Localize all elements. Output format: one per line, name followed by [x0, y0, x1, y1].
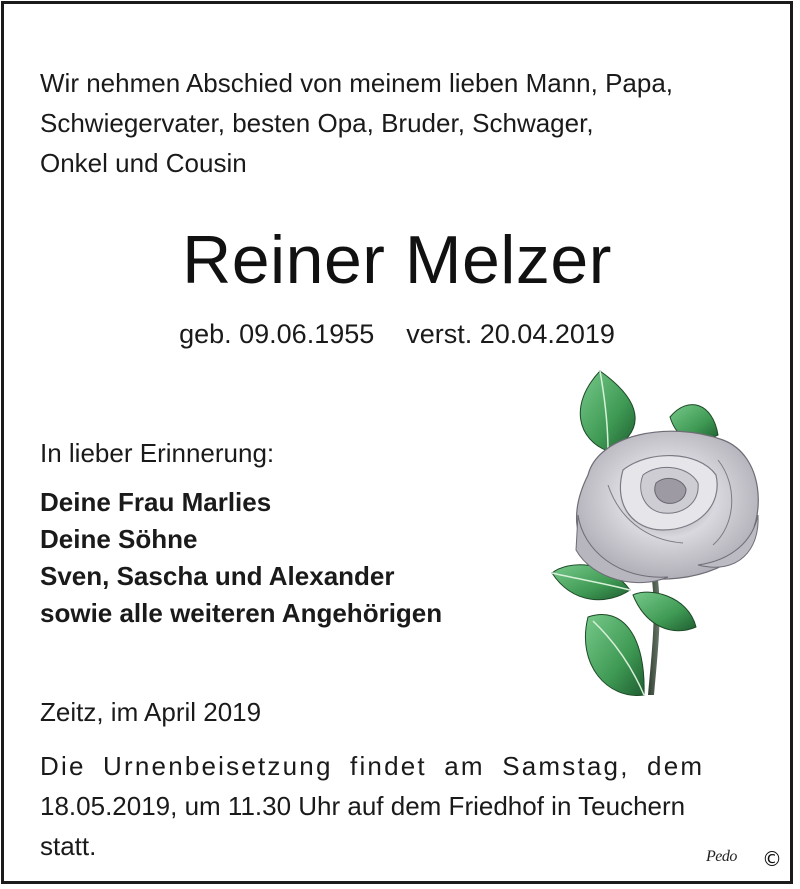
rose-icon	[548, 365, 773, 710]
place-date: Zeitz, im April 2019	[40, 697, 262, 727]
life-dates	[0, 314, 794, 354]
memory-heading: In lieber Erinnerung:	[40, 438, 275, 468]
birth-date: geb. 09.06.1955	[179, 319, 375, 349]
burial-line: statt.	[40, 831, 97, 861]
family-line: Deine Frau Marlies	[40, 487, 272, 517]
artist-signature: Pedo	[706, 848, 737, 865]
intro-line: Wir nehmen Abschied von meinem lieben Mann, Papa,	[40, 68, 674, 98]
burial-line: 18.05.2019, um 11.30 Uhr auf dem Friedhof in Teuchern	[40, 791, 686, 821]
burial-line: Die Urnenbeisetzung findet am Samstag, dem	[40, 751, 705, 781]
intro-line: Onkel und Cousin	[40, 148, 247, 178]
family-line: Deine Söhne	[40, 524, 198, 554]
burial-notice	[40, 746, 756, 866]
family-line: sowie alle weiteren Angehörigen	[40, 598, 443, 628]
copyright-mark: ©	[762, 847, 782, 871]
family-list	[40, 484, 442, 632]
deceased-name: Reiner Melzer	[182, 222, 612, 298]
intro-line: Schwiegervater, besten Opa, Bruder, Schwager,	[40, 108, 594, 138]
death-date: verst. 20.04.2019	[406, 319, 615, 349]
family-line: Sven, Sascha und Alexander	[40, 561, 395, 591]
intro-text	[40, 63, 760, 183]
